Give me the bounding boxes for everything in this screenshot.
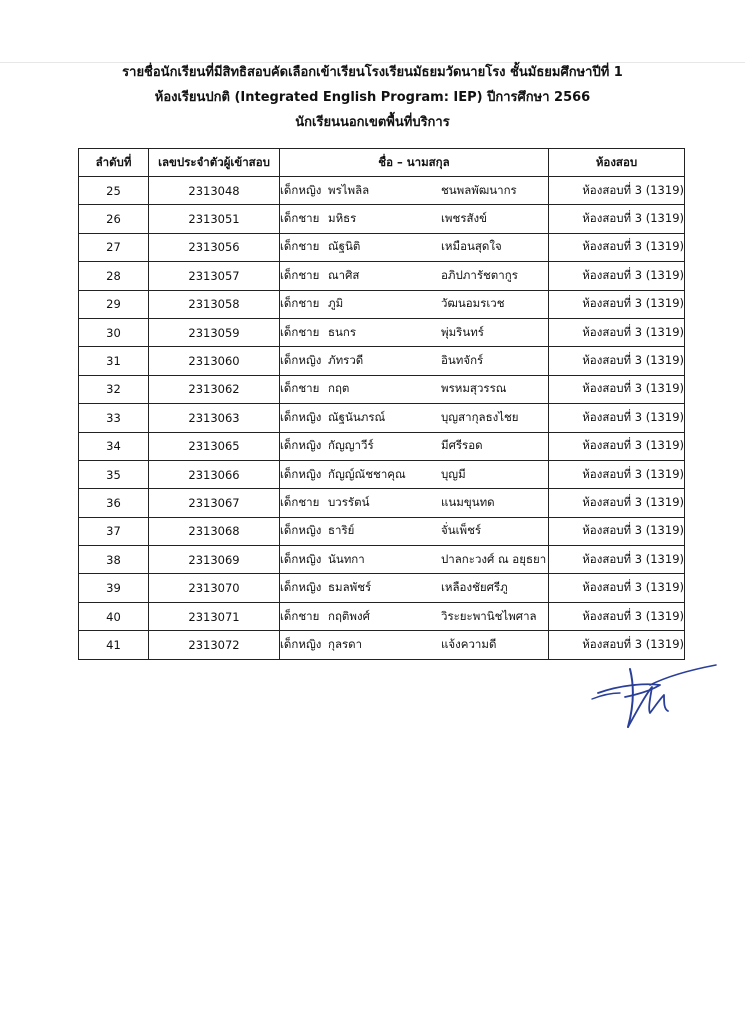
name-title: เด็กชาย	[280, 324, 320, 339]
last-name: เพชรสังข์	[441, 211, 487, 226]
full-name	[280, 290, 549, 318]
row-number: 28	[79, 262, 149, 290]
last-name: เหมือนสุดใจ	[441, 239, 502, 254]
first-name: ภูมิ	[328, 296, 344, 311]
full-name	[280, 517, 549, 545]
row-number: 39	[79, 574, 149, 602]
last-name: อภิปภารัชตากูร	[441, 267, 518, 282]
exam-room: ห้องสอบที่ 3 (1319)	[549, 489, 685, 517]
row-number: 40	[79, 602, 149, 630]
document-title: รายชื่อนักเรียนที่มีสิทธิสอบคัดเลือกเข้าเรียนโรงเรียนมัธยมวัดนายโรง ชั้นมัธยมศึกษาปีที่ 1	[122, 65, 623, 80]
first-name: บวรรัตน์	[328, 494, 370, 509]
name-title: เด็กหญิง	[280, 523, 322, 538]
exam-id: 2313059	[149, 318, 280, 346]
row-number: 35	[79, 460, 149, 488]
exam-room: ห้องสอบที่ 3 (1319)	[549, 318, 685, 346]
table-body	[79, 177, 685, 660]
exam-id: 2313067	[149, 489, 280, 517]
column-header-number: ลำดับที่	[79, 149, 149, 177]
name-title: เด็กชาย	[280, 608, 320, 623]
last-name: วิระยะพานิชไพศาล	[441, 608, 537, 623]
exam-room: ห้องสอบที่ 3 (1319)	[549, 432, 685, 460]
first-name: กัญญ์ณัชชาคุณ	[328, 466, 406, 481]
row-number: 27	[79, 233, 149, 261]
exam-room: ห้องสอบที่ 3 (1319)	[549, 460, 685, 488]
first-name: ณัฐนันภรณ์	[328, 409, 386, 424]
row-number: 31	[79, 347, 149, 375]
exam-id: 2313072	[149, 631, 280, 659]
exam-id: 2313071	[149, 602, 280, 630]
name-title: เด็กชาย	[280, 296, 320, 311]
row-number: 33	[79, 404, 149, 432]
table-row	[79, 205, 685, 233]
last-name: ชนพลพัฒนากร	[441, 182, 517, 197]
exam-id: 2313058	[149, 290, 280, 318]
last-name: แจ้งความดี	[441, 636, 497, 651]
column-header-exam-room: ห้องสอบ	[549, 149, 685, 177]
exam-id: 2313062	[149, 375, 280, 403]
table-row	[79, 318, 685, 346]
table-row	[79, 574, 685, 602]
first-name: ธาริย์	[328, 523, 355, 538]
name-title: เด็กชาย	[280, 267, 320, 282]
last-name: อินทจักร์	[441, 353, 484, 368]
row-number: 29	[79, 290, 149, 318]
row-number: 30	[79, 318, 149, 346]
exam-id: 2313048	[149, 177, 280, 205]
first-name: ธนกร	[328, 324, 357, 339]
exam-room: ห้องสอบที่ 3 (1319)	[549, 631, 685, 659]
name-title: เด็กหญิง	[280, 580, 322, 595]
table-row	[79, 517, 685, 545]
exam-id: 2313063	[149, 404, 280, 432]
exam-room: ห้องสอบที่ 3 (1319)	[549, 602, 685, 630]
last-name: บุญมี	[441, 466, 466, 481]
full-name	[280, 375, 549, 403]
first-name: พรไพลิล	[328, 182, 370, 197]
name-title: เด็กหญิง	[280, 353, 322, 368]
exam-id: 2313068	[149, 517, 280, 545]
exam-room: ห้องสอบที่ 3 (1319)	[549, 233, 685, 261]
table-row	[79, 233, 685, 261]
exam-room: ห้องสอบที่ 3 (1319)	[549, 574, 685, 602]
full-name	[280, 602, 549, 630]
exam-id: 2313070	[149, 574, 280, 602]
table-row	[79, 432, 685, 460]
document-subtitle: ห้องเรียนปกติ (Integrated English Program: IEP) ปีการศึกษา 2566	[154, 90, 591, 105]
full-name	[280, 205, 549, 233]
full-name	[280, 262, 549, 290]
exam-room: ห้องสอบที่ 3 (1319)	[549, 177, 685, 205]
scan-top-margin	[0, 0, 745, 63]
last-name: จั่นเพ็ชร์	[441, 523, 482, 538]
full-name	[280, 347, 549, 375]
first-name: กฤติพงศ์	[328, 608, 370, 623]
first-name: กัญญาวีร์	[328, 438, 374, 453]
exam-id: 2313060	[149, 347, 280, 375]
full-name	[280, 318, 549, 346]
last-name: วัฒนอมรเวช	[441, 296, 505, 311]
name-title: เด็กหญิง	[280, 466, 322, 481]
exam-id: 2313069	[149, 546, 280, 574]
first-name: มหิธร	[328, 211, 357, 226]
name-title: เด็กชาย	[280, 211, 320, 226]
first-name: ภัทรวดี	[328, 353, 364, 368]
handwritten-signature	[590, 655, 720, 735]
row-number: 32	[79, 375, 149, 403]
last-name: มีศรีรอด	[441, 438, 483, 453]
exam-room: ห้องสอบที่ 3 (1319)	[549, 546, 685, 574]
table-row	[79, 460, 685, 488]
table-row	[79, 262, 685, 290]
row-number: 25	[79, 177, 149, 205]
last-name: บุญสากุลธงไชย	[441, 409, 519, 424]
candidate-table	[78, 148, 685, 660]
first-name: ณาศิส	[328, 267, 360, 282]
exam-id: 2313065	[149, 432, 280, 460]
exam-room: ห้องสอบที่ 3 (1319)	[549, 517, 685, 545]
row-number: 36	[79, 489, 149, 517]
first-name: กุลรดา	[328, 636, 363, 651]
exam-room: ห้องสอบที่ 3 (1319)	[549, 290, 685, 318]
table-row	[79, 602, 685, 630]
table-row	[79, 546, 685, 574]
first-name: ธมลพัชร์	[328, 580, 372, 595]
full-name	[280, 460, 549, 488]
exam-id: 2313056	[149, 233, 280, 261]
row-number: 37	[79, 517, 149, 545]
row-number: 26	[79, 205, 149, 233]
table-row	[79, 375, 685, 403]
exam-room: ห้องสอบที่ 3 (1319)	[549, 404, 685, 432]
exam-id: 2313057	[149, 262, 280, 290]
table-row	[79, 290, 685, 318]
table-header-row	[79, 149, 685, 177]
last-name: ปาลกะวงศ์ ณ อยุธยา	[441, 551, 547, 566]
name-title: เด็กชาย	[280, 381, 320, 396]
exam-room: ห้องสอบที่ 3 (1319)	[549, 375, 685, 403]
column-header-exam-id: เลขประจำตัวผู้เข้าสอบ	[149, 149, 280, 177]
name-title: เด็กชาย	[280, 239, 320, 254]
table-row	[79, 347, 685, 375]
last-name: แนมขุนทด	[441, 494, 495, 509]
exam-id: 2313066	[149, 460, 280, 488]
first-name: ณัฐนิติ	[328, 239, 361, 254]
full-name	[280, 432, 549, 460]
exam-id: 2313051	[149, 205, 280, 233]
row-number: 38	[79, 546, 149, 574]
first-name: กฤต	[328, 381, 350, 396]
full-name	[280, 489, 549, 517]
table-row	[79, 404, 685, 432]
exam-room: ห้องสอบที่ 3 (1319)	[549, 347, 685, 375]
row-number: 41	[79, 631, 149, 659]
table-row	[79, 489, 685, 517]
document-section-title: นักเรียนนอกเขตพื้นที่บริการ	[295, 115, 450, 130]
exam-room: ห้องสอบที่ 3 (1319)	[549, 205, 685, 233]
full-name	[280, 546, 549, 574]
full-name	[280, 404, 549, 432]
name-title: เด็กหญิง	[280, 438, 322, 453]
full-name	[280, 233, 549, 261]
row-number: 34	[79, 432, 149, 460]
column-header-full-name: ชื่อ – นามสกุล	[280, 149, 549, 177]
name-title: เด็กหญิง	[280, 182, 322, 197]
exam-room: ห้องสอบที่ 3 (1319)	[549, 262, 685, 290]
name-title: เด็กชาย	[280, 494, 320, 509]
name-title: เด็กหญิง	[280, 409, 322, 424]
name-title: เด็กหญิง	[280, 636, 322, 651]
last-name: พรหมสุวรรณ	[441, 381, 507, 396]
first-name: นันทกา	[328, 551, 365, 566]
table-row	[79, 177, 685, 205]
last-name: พุ่มรินทร์	[441, 324, 484, 339]
full-name	[280, 177, 549, 205]
name-title: เด็กหญิง	[280, 551, 322, 566]
full-name	[280, 574, 549, 602]
full-name	[280, 631, 549, 659]
last-name: เหลืองชัยศรีภู	[441, 580, 508, 595]
